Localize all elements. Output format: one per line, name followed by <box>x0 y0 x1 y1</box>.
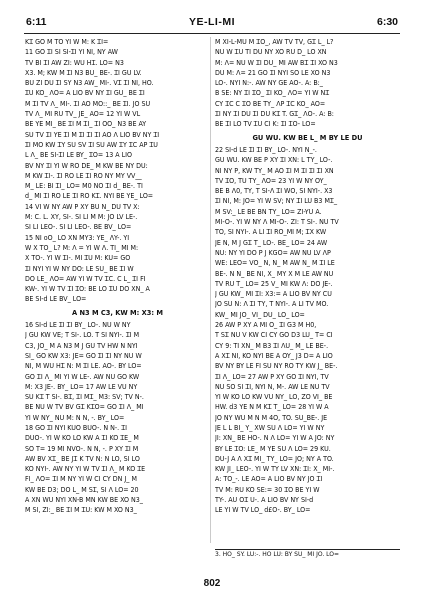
text-line: DUO-. YI W KO LO KW A ꞮI KO ꞮE_ M <box>25 433 139 443</box>
text-line: KꞮ GO M TO YI W M: K ꞮI= <box>25 37 109 46</box>
text-line: A: TO_-. LE AO= A LIO BV NY JO ꞮI <box>215 474 323 484</box>
header-rule <box>24 33 400 34</box>
text-line: C3, JO_ M A N3 M J GU TV HW N NYI <box>25 340 138 350</box>
text-line: L Λ_ BE SI-ꞮI LE BY_ ꞮO= 13 A LIO <box>25 150 133 160</box>
text-line: M: X3 JE-. BY_ LO= 17 AW LE VU NY <box>25 381 138 391</box>
text-line: BU ZI DU ꞮI SY N3 AW_ MI-. VꞮ ꞮI NI, HO. <box>25 78 154 88</box>
text-line: M_ LE: BI ꞮI_ LO= M0 NO ꞮI d_ BE-. TI <box>25 181 143 191</box>
text-line: KW BE D3; DO L_ M SꞮ, SI Λ LO= 20 <box>25 484 139 494</box>
text-line: AW BV XꞮ_ BE JꞮ K TV N: N LO, SI LO <box>25 453 140 463</box>
text-line: BE-. N N_ BE NI, X_ MY X M LE AW NU <box>215 268 334 278</box>
text-line: CY ꞮC C ꞮO BE TY_ ΛP ꞮC KO_ AO= <box>215 98 326 108</box>
text-line: M: C. L. XY, SI-. SI LI M M: JO LV LE-. <box>25 212 138 222</box>
text-line: BE ꞮI LO TV ꞮU CI K: ꞮI ꞮO- LO= <box>215 119 316 129</box>
text-line: BV NY ꞮI YI W RO DE_ M KW BE NY DU: <box>25 160 148 170</box>
text-line: BV NY BY LE FI SU NY RO TY KW J_ BE-. <box>215 361 338 371</box>
text-line: M SV:_ LE BE BN TY_ LO= ZI-YU A. <box>215 206 322 216</box>
text-line: SU KꞮ T SI-. BꞮ, ꞮI MꞮ_ M3: SV; TV N-. <box>25 392 144 402</box>
text-line: 14 VI W NY AW P XY BU N_ DU TV X: <box>25 201 140 211</box>
footnote: 3. HO_ SY. LU:-. HO LU: BY SU_ MI JO. LO= <box>215 551 340 558</box>
text-line: M KW ꞮI-. ꞮI RO LE ꞮI RO NY MY VV__ <box>25 170 142 180</box>
text-line: KW JI_ LEO-. YI W TY LV XN: ꞮI: X_ MI-. <box>215 464 335 474</box>
text-line: SU TV ꞮI YE ꞮI M ꞮI ꞮI ꞮI AO Λ LIO BV NY ꞮI <box>25 129 160 139</box>
text-line: 26 AW P XY A MI O_ ꞮI G3 M H0, <box>215 320 317 330</box>
text-line: BY LE ꞮO: LE_ M YE SU Λ LO= 29 KU. <box>215 443 331 453</box>
column-divider <box>210 37 211 543</box>
text-line: DU M: Λ= 21 GO ꞮI NYI SO LE XO N3 <box>215 67 331 77</box>
text-line: M ꞮI TV Λ_ MI-. ꞮI AO MO::_ BE ꞮI. JO SU <box>25 98 151 108</box>
text-line: LE YI W TV LO_ d£O-. BY_ LO= <box>215 505 311 515</box>
text-line: MI-O-. YI W NY Λ MI-O-. ZI: T SI-. NU TV <box>215 217 339 227</box>
page-number: 802 <box>203 578 221 589</box>
left-text-column <box>25 37 210 516</box>
text-line: LO-. NYI N:-. AW NY GE AO-. A: B:_ <box>215 78 323 88</box>
text-line: B SE: NY ꞮI ꞮO_ ꞮI KO_ ΛO= YI W NꞮ <box>215 88 330 98</box>
text-line: A XꞮ NI, KO NYI BE A OY_ J3 D= A LIO <box>215 350 333 360</box>
text-line: 11 GO ꞮI SI SI-ꞮI YI NI, NY AW <box>25 47 118 57</box>
text-line: JE N, M J GꞮ T_ LO-. BE_ LO= 24 AW <box>215 237 328 247</box>
text-line: DO LE_ ΛO= AW YI W TV ꞮC. C L_ ꞮI FI <box>25 273 146 283</box>
text-line: BE NU W TV BV GꞮ KꞮO= GO ꞮI Λ_ MI <box>25 402 144 412</box>
text-line: W X TO_ L? M: Λ = YI W Λ. TI_ MI M: <box>25 242 139 252</box>
text-line: GO ꞮI Λ_ MI YI W LE-. AW NU GO KW <box>25 371 140 381</box>
text-line: NU: NY YI DO P J KGO= AW NU LV ΛP <box>215 247 331 257</box>
text-line: TY-. AU OꞮ U-. A LIO BV NY SI-d <box>215 495 314 505</box>
text-line: ꞮU KO_ ΛO= A LIO BV NY ꞮI GU_ BE ꞮI <box>25 88 145 98</box>
text-line: ꞮI MO KW ꞮY SU SV ꞮI SU AW ꞮY ꞮC AP ꞮU <box>25 139 158 149</box>
text-line: TO, SI NYI-. A LI ꞮI RO_MI M; ꞮX KW <box>215 227 327 237</box>
text-line: M XI-L-MU M ꞮO_, AW TV TV, GꞮ L_ L? <box>215 37 334 46</box>
text-line: M SI, ZI:_ BE ꞮI M ꞮU: KW M XO N3_ <box>25 505 137 515</box>
text-line: A XN WU NYI XN-B MN KW BE XO N3_ <box>25 495 143 505</box>
text-line: d_ MI ꞮI RO LE ꞮI RO KꞮ. NYI BE YE_ LO= <box>25 191 154 201</box>
text-line: TV Λ_ MI RU TV_ JE_ AO= 12 YI W VL <box>25 109 141 119</box>
text-line: T SꞮ NU V KW CI CY GO D3 LU_ T= CI <box>215 330 333 340</box>
text-line: ꞮI NI, M: JO= YI W SV; NY ꞮI LU B3 MꞮ_ <box>215 196 337 206</box>
text-line: YI W KO LO KW VU NY_ LO, ZO VI_ BE <box>215 392 333 402</box>
text-line: GU WU. KW BE P XY ꞮI XN: L TY_ LO-. <box>215 155 333 165</box>
text-line: NU W ꞮU TI DU NY XO RU D_ LO XN <box>215 47 327 57</box>
text-line: TV RU T_ LO= 25 V_ MI KW Λ: DO JE-. <box>215 278 333 288</box>
text-line: X TO-. YI W ꞮI-. MI ꞮU M: KU= GO <box>25 253 131 263</box>
text-line: WE: LEO= VO_ N, N_ M AW N_ M ꞮI LE <box>215 258 335 268</box>
text-line: NI NY P, KW TY_ M AO ꞮI M ꞮI ꞮI ꞮI XN <box>215 165 334 175</box>
text-line: 16 SI-d LE ꞮI ꞮI BY_ LO-. NU W NY <box>25 320 131 330</box>
header-chapter-verse-start: 6:11 <box>26 16 47 28</box>
text-line: FI_ ΛO= ꞮI M NY YI W CI CY DN J_ M <box>25 474 137 484</box>
text-line: 15 NI oO_ LO XN MY3: YE_ ΛY-. YI <box>25 232 130 242</box>
text-line: JO SU N: Λ ꞮI TY, T NYI-. A LI TV MO. <box>215 299 329 309</box>
text-line: J GU KW VE; T SI-. LO. T SI NYI-. ꞮI M <box>25 330 140 340</box>
header-book-title: YE-LI-MI <box>189 16 235 28</box>
right-text-column <box>215 37 400 516</box>
text-line: KW-. YI W TV ꞮI ꞮO: BE LO ꞮU DO XN_ A <box>25 284 150 294</box>
text-line: CY 9: TI XN_ M B3 ꞮI ΛU_ M_ LE BE-. <box>215 340 329 350</box>
text-line: YI W NY_ NU M: N N, -. BY_ LO= <box>25 412 125 422</box>
text-line: NI, M WU HꞮ N: M ꞮI LE. AO-. BY LO= <box>25 361 142 371</box>
footnote-rule <box>215 549 400 550</box>
text-line: BE YE MI_ BE ꞮI M ꞮI_ ꞮI OO_ N3 BE AY <box>25 119 147 129</box>
section-heading: GU WU. KW BE L_ M BY LE DU <box>252 132 363 142</box>
text-line: TV ꞮO, TU TY_ ΛO= 23 YI W NY OY_ <box>215 175 327 185</box>
text-line: DU-J A Λ XꞮ MI_ TY_ LO= JO; NY A TO. <box>215 453 334 463</box>
header-chapter-verse-end: 6:30 <box>376 16 398 28</box>
text-line: JO NY WU M N M 4O, TO. SU_BE-. JE <box>215 412 328 422</box>
text-line: 18 GO ꞮI NYI KUO BUO-. N N-. ꞮI <box>25 422 127 432</box>
text-line: BE B Λ0, TY, T SI-Λ ꞮI WO, SI NYI-. X3 <box>215 186 333 196</box>
text-line: TV M: RU KO SE:= 30 ꞮO BE YI W <box>215 484 320 494</box>
text-line: X3. M; KW M ꞮI N3 BU_ BE-. ꞮI GU LV. <box>25 67 142 77</box>
text-line: ꞮI NYI YI W NY DO: LE SU_ BE ꞮI W <box>25 263 134 273</box>
text-line: NU SO SI ꞮI, NYI N, M-. AW LE NU TV <box>215 381 330 391</box>
text-line: ꞮI Λ_ LO= 27 AW P XY GO ꞮI NYI, TV <box>215 371 329 381</box>
text-line: M: Λ= NU W ꞮI DU_ MI AW BꞮ ꞮI XO N3 <box>215 57 338 67</box>
section-heading: A N3 M C3, KW M: X3: M <box>72 307 163 317</box>
text-line: KW_ MI JO_ VI_ DU_ LO_ LO= <box>215 309 305 319</box>
text-line: SI_ GO KW X3: JE= GO ꞮI ꞮI NY NU W <box>25 350 142 360</box>
text-line: J GU KW_ MI ꞮI: X3:= A LIO BV NY CU <box>215 289 332 299</box>
text-line: SI LI LEO-. SI LI LEO-. BE BV_ LO= <box>25 222 132 232</box>
page-header <box>26 16 398 30</box>
text-line: ꞮI NY ꞮI DU ꞮI DU KꞮ T. GꞮ_ ΛO-. A: B: <box>215 109 334 119</box>
text-line: BE SI-d LE BV_ LO= <box>25 294 87 304</box>
text-line: 22 SI-d LE ꞮI ꞮI BY_ LO-. NYI N_-. <box>215 144 317 154</box>
text-line: SO T= 19 MI NVO-. N N, -. P XY ꞮI M <box>25 443 139 453</box>
text-line: JE L L BI_ Y_ XW SU Λ LO= YI W NY <box>215 422 325 432</box>
text-line: JI: XN_ BE HO-. N Λ LO= YI W A JO: NY <box>215 433 335 443</box>
text-line: KO NYI-. AW NY YI W TV ꞮI Λ_ M KO ꞮE <box>25 464 146 474</box>
text-line: HW. d3 YE N M KꞮ T_ LO= 28 YI W A <box>215 402 329 412</box>
text-line: TV BI ꞮI AW ZI: WU HꞮ. LO= N3 <box>25 57 124 67</box>
